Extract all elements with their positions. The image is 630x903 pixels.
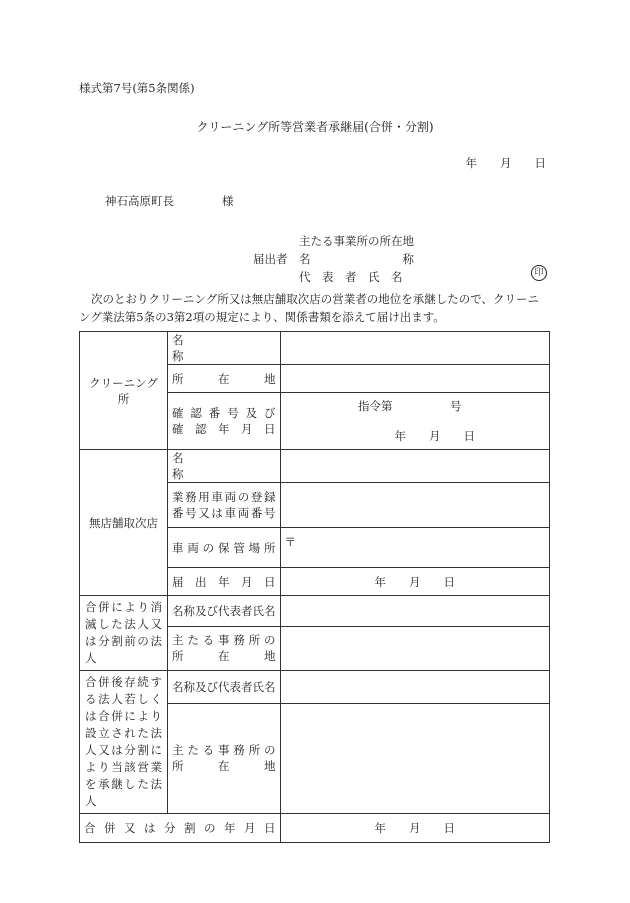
addressee-honorific: 様: [222, 194, 234, 208]
successor-office-label: [168, 703, 281, 813]
document-title: クリーニング所等営業者承継届(合併・分割): [196, 120, 434, 134]
mobile-agency-group-label: 無店舗取次店: [80, 450, 168, 596]
confirm-date: 年 月 日: [394, 429, 475, 443]
applicant-office-location-label: 主たる事業所の所在地: [299, 234, 414, 248]
cleaning-shop-location-label: 所 在 地: [168, 365, 281, 393]
applicant-block: [253, 232, 414, 286]
vehicle-registration-line2: 番号又は車両番号: [172, 506, 276, 520]
extinct-corporation-group-label: 合併により消滅した法人又は分割前の法人: [80, 596, 168, 671]
cleaning-shop-confirm-label: [168, 393, 281, 450]
successor-office-line2: 所 在 地: [172, 759, 276, 774]
successor-corporation-group-label: 合併後存続する法人若しくは合併により設立された法人又は分割により当該営業を承継した法人: [80, 671, 168, 814]
vehicle-registration-line1: 業務用車両の登録: [172, 490, 276, 504]
notify-date-field[interactable]: 年 月 日: [280, 568, 550, 596]
seal-icon: 印: [531, 265, 547, 281]
mobile-agency-name-label: 名 称: [168, 450, 281, 483]
confirm-label-line2: 確認年月日: [172, 422, 276, 436]
intro-text: 次のとおりクリーニング所又は無店舗取次店の営業者の地位を承継したので、クリーニング業法第5条の3第2項の規定により、関係書類を添えて届け出ます。: [79, 292, 540, 324]
confirm-label-line1: 確認番号及び: [172, 406, 276, 420]
form-number: 様式第7号(第5条関係): [79, 81, 195, 95]
applicant-representative-label: 代 表 者 氏 名: [299, 270, 403, 284]
extinct-name-rep-label: 名称及び代表者氏名: [168, 596, 281, 627]
applicant-name-label: 名 称: [299, 252, 414, 266]
vehicle-registration-field[interactable]: [280, 483, 550, 528]
merger-date-field[interactable]: 年 月 日: [280, 814, 550, 843]
vehicle-storage-field[interactable]: [280, 528, 550, 568]
notify-date-label: 届出年月日: [168, 568, 281, 596]
successor-office-field[interactable]: [280, 703, 550, 813]
vehicle-registration-label: [168, 483, 281, 528]
postal-mark: 〒: [284, 535, 296, 549]
merger-date-label: 合併又は分割の年月日: [80, 814, 281, 843]
addressee: [105, 193, 234, 209]
cleaning-shop-name-label: 名 称: [168, 332, 281, 365]
cleaning-shop-confirm-field[interactable]: [280, 393, 550, 450]
cleaning-shop-name-field[interactable]: [280, 332, 550, 365]
vehicle-storage-label: 車両の保管場所: [168, 528, 281, 568]
successor-name-rep-field[interactable]: [280, 671, 550, 704]
cleaning-shop-group-label: クリーニング所: [80, 332, 168, 450]
mobile-agency-name-field[interactable]: [280, 450, 550, 483]
cleaning-shop-location-field[interactable]: [280, 365, 550, 393]
extinct-office-line1: 主たる事務所の: [172, 633, 276, 648]
addressee-name: 神石高原町長: [105, 194, 174, 208]
submission-date: 年 月 日: [465, 156, 546, 170]
form-table: [79, 331, 550, 843]
designation-number: 指令第 号: [358, 399, 462, 413]
applicant-label: 届出者: [253, 252, 288, 266]
successor-name-rep-label: 名称及び代表者氏名: [168, 671, 281, 704]
extinct-office-line2: 所 在 地: [172, 649, 276, 664]
extinct-name-rep-field[interactable]: [280, 596, 550, 627]
successor-office-line1: 主たる事務所の: [172, 743, 276, 758]
extinct-office-label: [168, 626, 281, 670]
extinct-office-field[interactable]: [280, 626, 550, 670]
